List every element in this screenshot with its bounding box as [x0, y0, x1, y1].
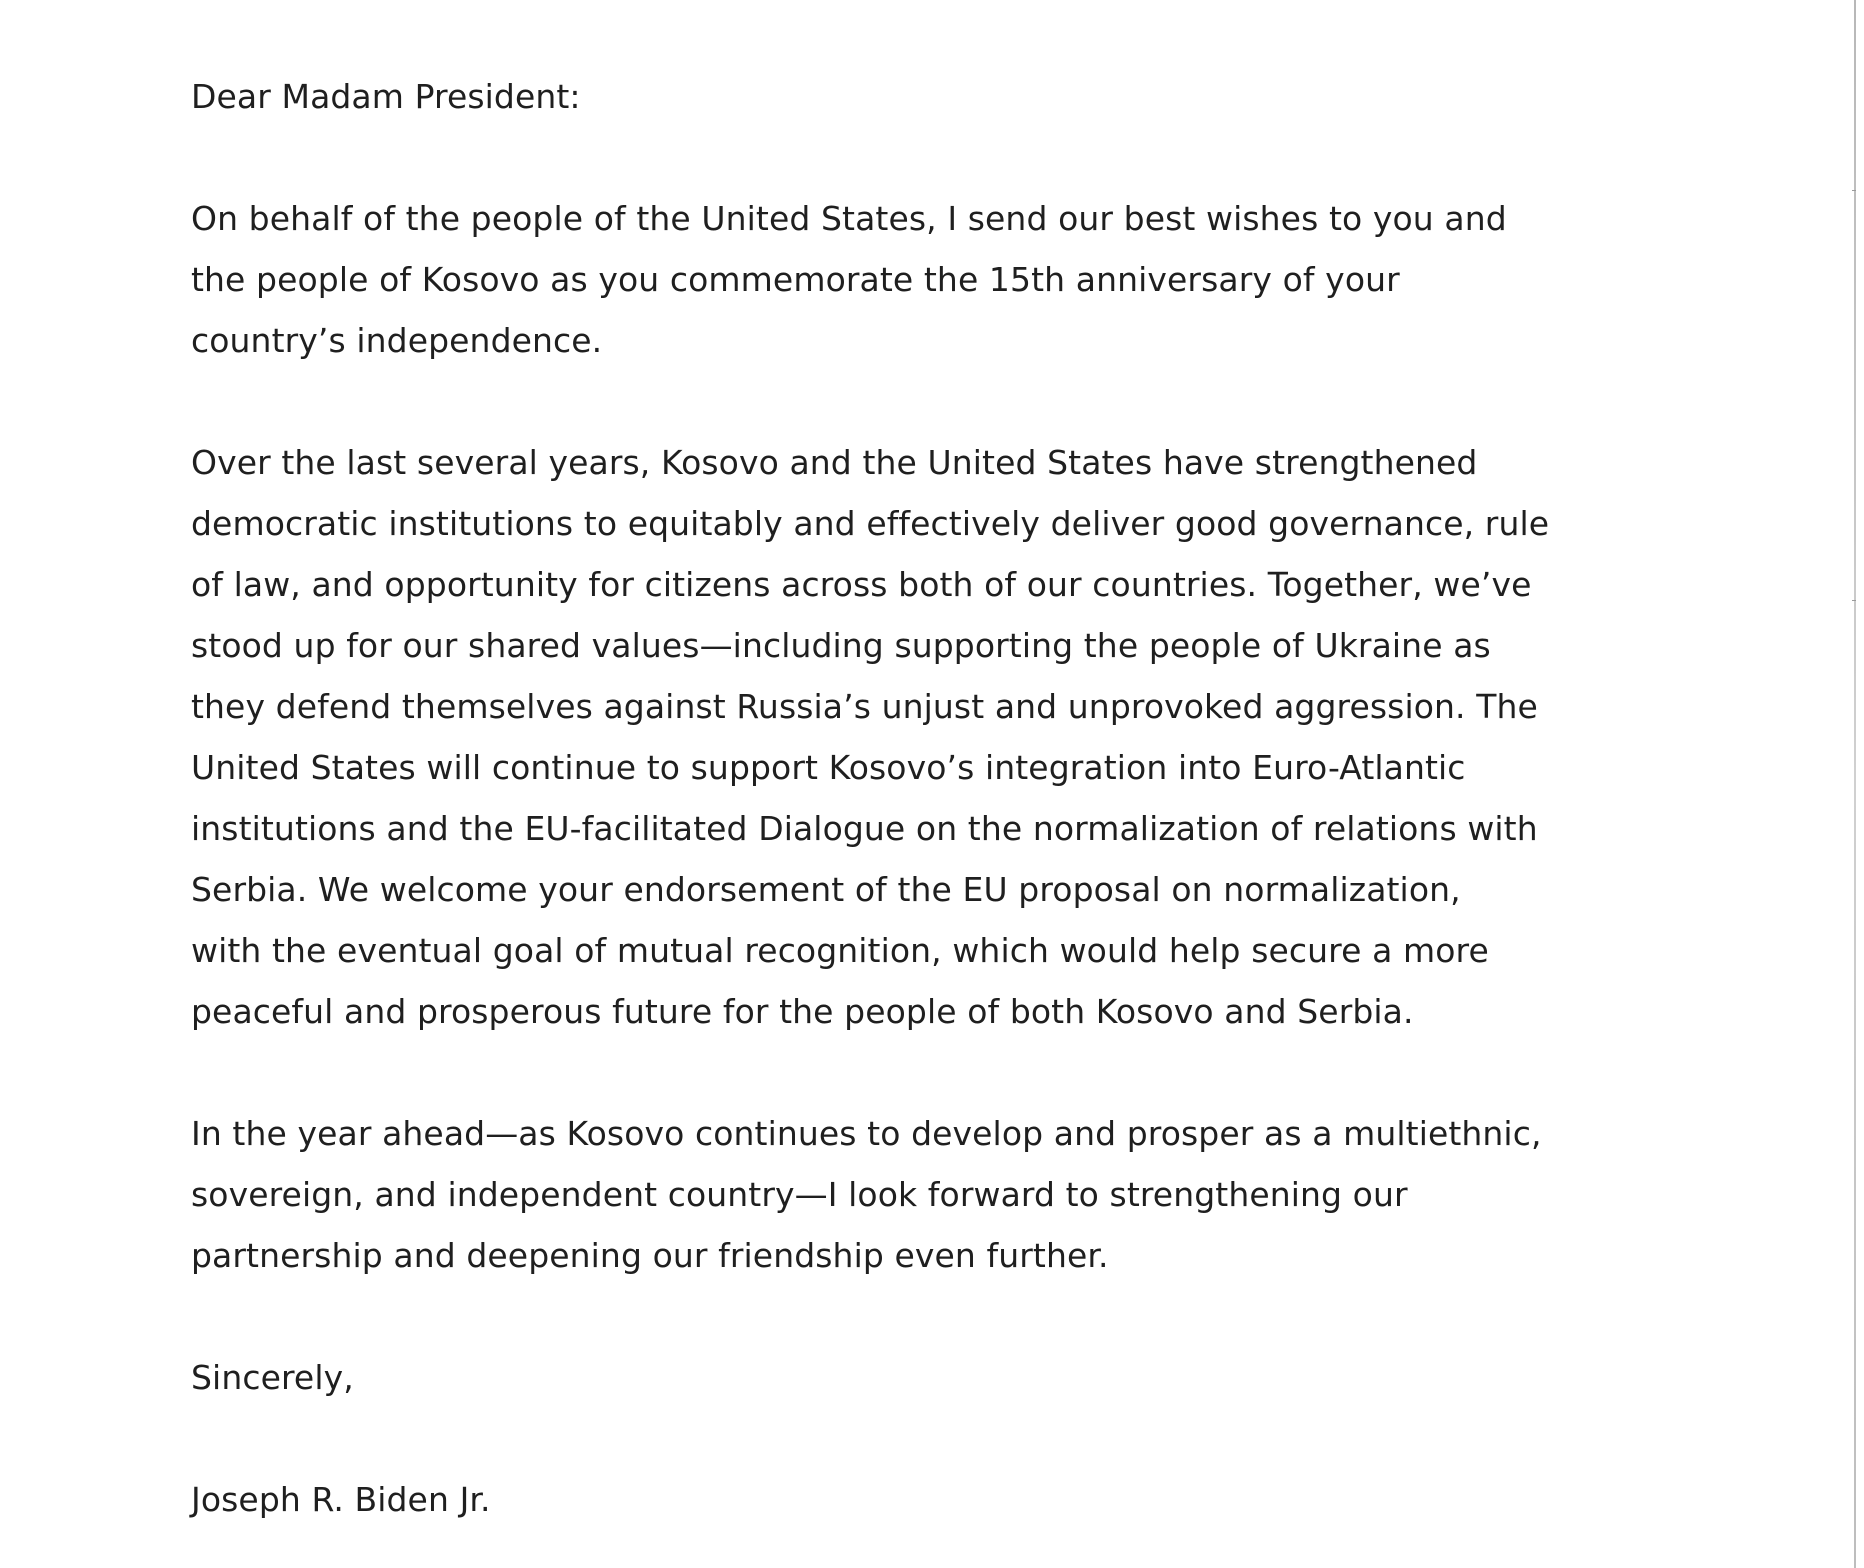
paragraph-2-line: Serbia. We welcome your endorsement of the EU proposal on normalization,	[191, 870, 1461, 909]
paragraph-3-line: sovereign, and independent country—I look forward to strengthening our	[191, 1175, 1408, 1214]
paragraph-gap	[191, 127, 1671, 188]
paragraph-1-line: the people of Kosovo as you commemorate the 15th anniversary of your	[191, 260, 1400, 299]
salutation: Dear Madam President:	[191, 77, 581, 116]
paragraph-gap	[191, 1408, 1671, 1469]
paragraph-gap	[191, 371, 1671, 432]
paragraph-2	[191, 432, 1671, 1042]
signature-name: Joseph R. Biden Jr.	[191, 1480, 491, 1519]
paragraph-2-line: with the eventual goal of mutual recognition, which would help secure a more	[191, 931, 1489, 970]
paragraph-gap	[191, 1286, 1671, 1347]
paragraph-3	[191, 1103, 1671, 1286]
paragraph-2-line: democratic institutions to equitably and effectively deliver good governance, rule	[191, 504, 1550, 543]
paragraph-3-line: partnership and deepening our friendship even further.	[191, 1236, 1109, 1275]
paragraph-2-line: they defend themselves against Russia’s unjust and unprovoked aggression. The	[191, 687, 1538, 726]
paragraph-2-line: peaceful and prosperous future for the people of both Kosovo and Serbia.	[191, 992, 1414, 1031]
paragraph-1-line: country’s independence.	[191, 321, 603, 360]
paragraph-gap	[191, 1042, 1671, 1103]
paragraph-2-line: stood up for our shared values—including supporting the people of Ukraine as	[191, 626, 1491, 665]
scan-artifact	[1852, 600, 1856, 601]
paragraph-2-line: institutions and the EU-facilitated Dialogue on the normalization of relations with	[191, 809, 1538, 848]
paragraph-2-line: of law, and opportunity for citizens across both of our countries. Together, we’ve	[191, 565, 1532, 604]
paragraph-2-line: United States will continue to support Kosovo’s integration into Euro-Atlantic	[191, 748, 1466, 787]
paragraph-3-line: In the year ahead—as Kosovo continues to develop and prosper as a multiethnic,	[191, 1114, 1542, 1153]
paragraph-1-line: On behalf of the people of the United States, I send our best wishes to you and	[191, 199, 1507, 238]
scan-artifact	[1852, 190, 1856, 191]
paragraph-2-line: Over the last several years, Kosovo and the United States have strengthened	[191, 443, 1478, 482]
page-edge-shadow	[1854, 0, 1856, 1568]
letter-body	[191, 66, 1671, 1530]
paragraph-1	[191, 188, 1671, 371]
closing: Sincerely,	[191, 1358, 354, 1397]
